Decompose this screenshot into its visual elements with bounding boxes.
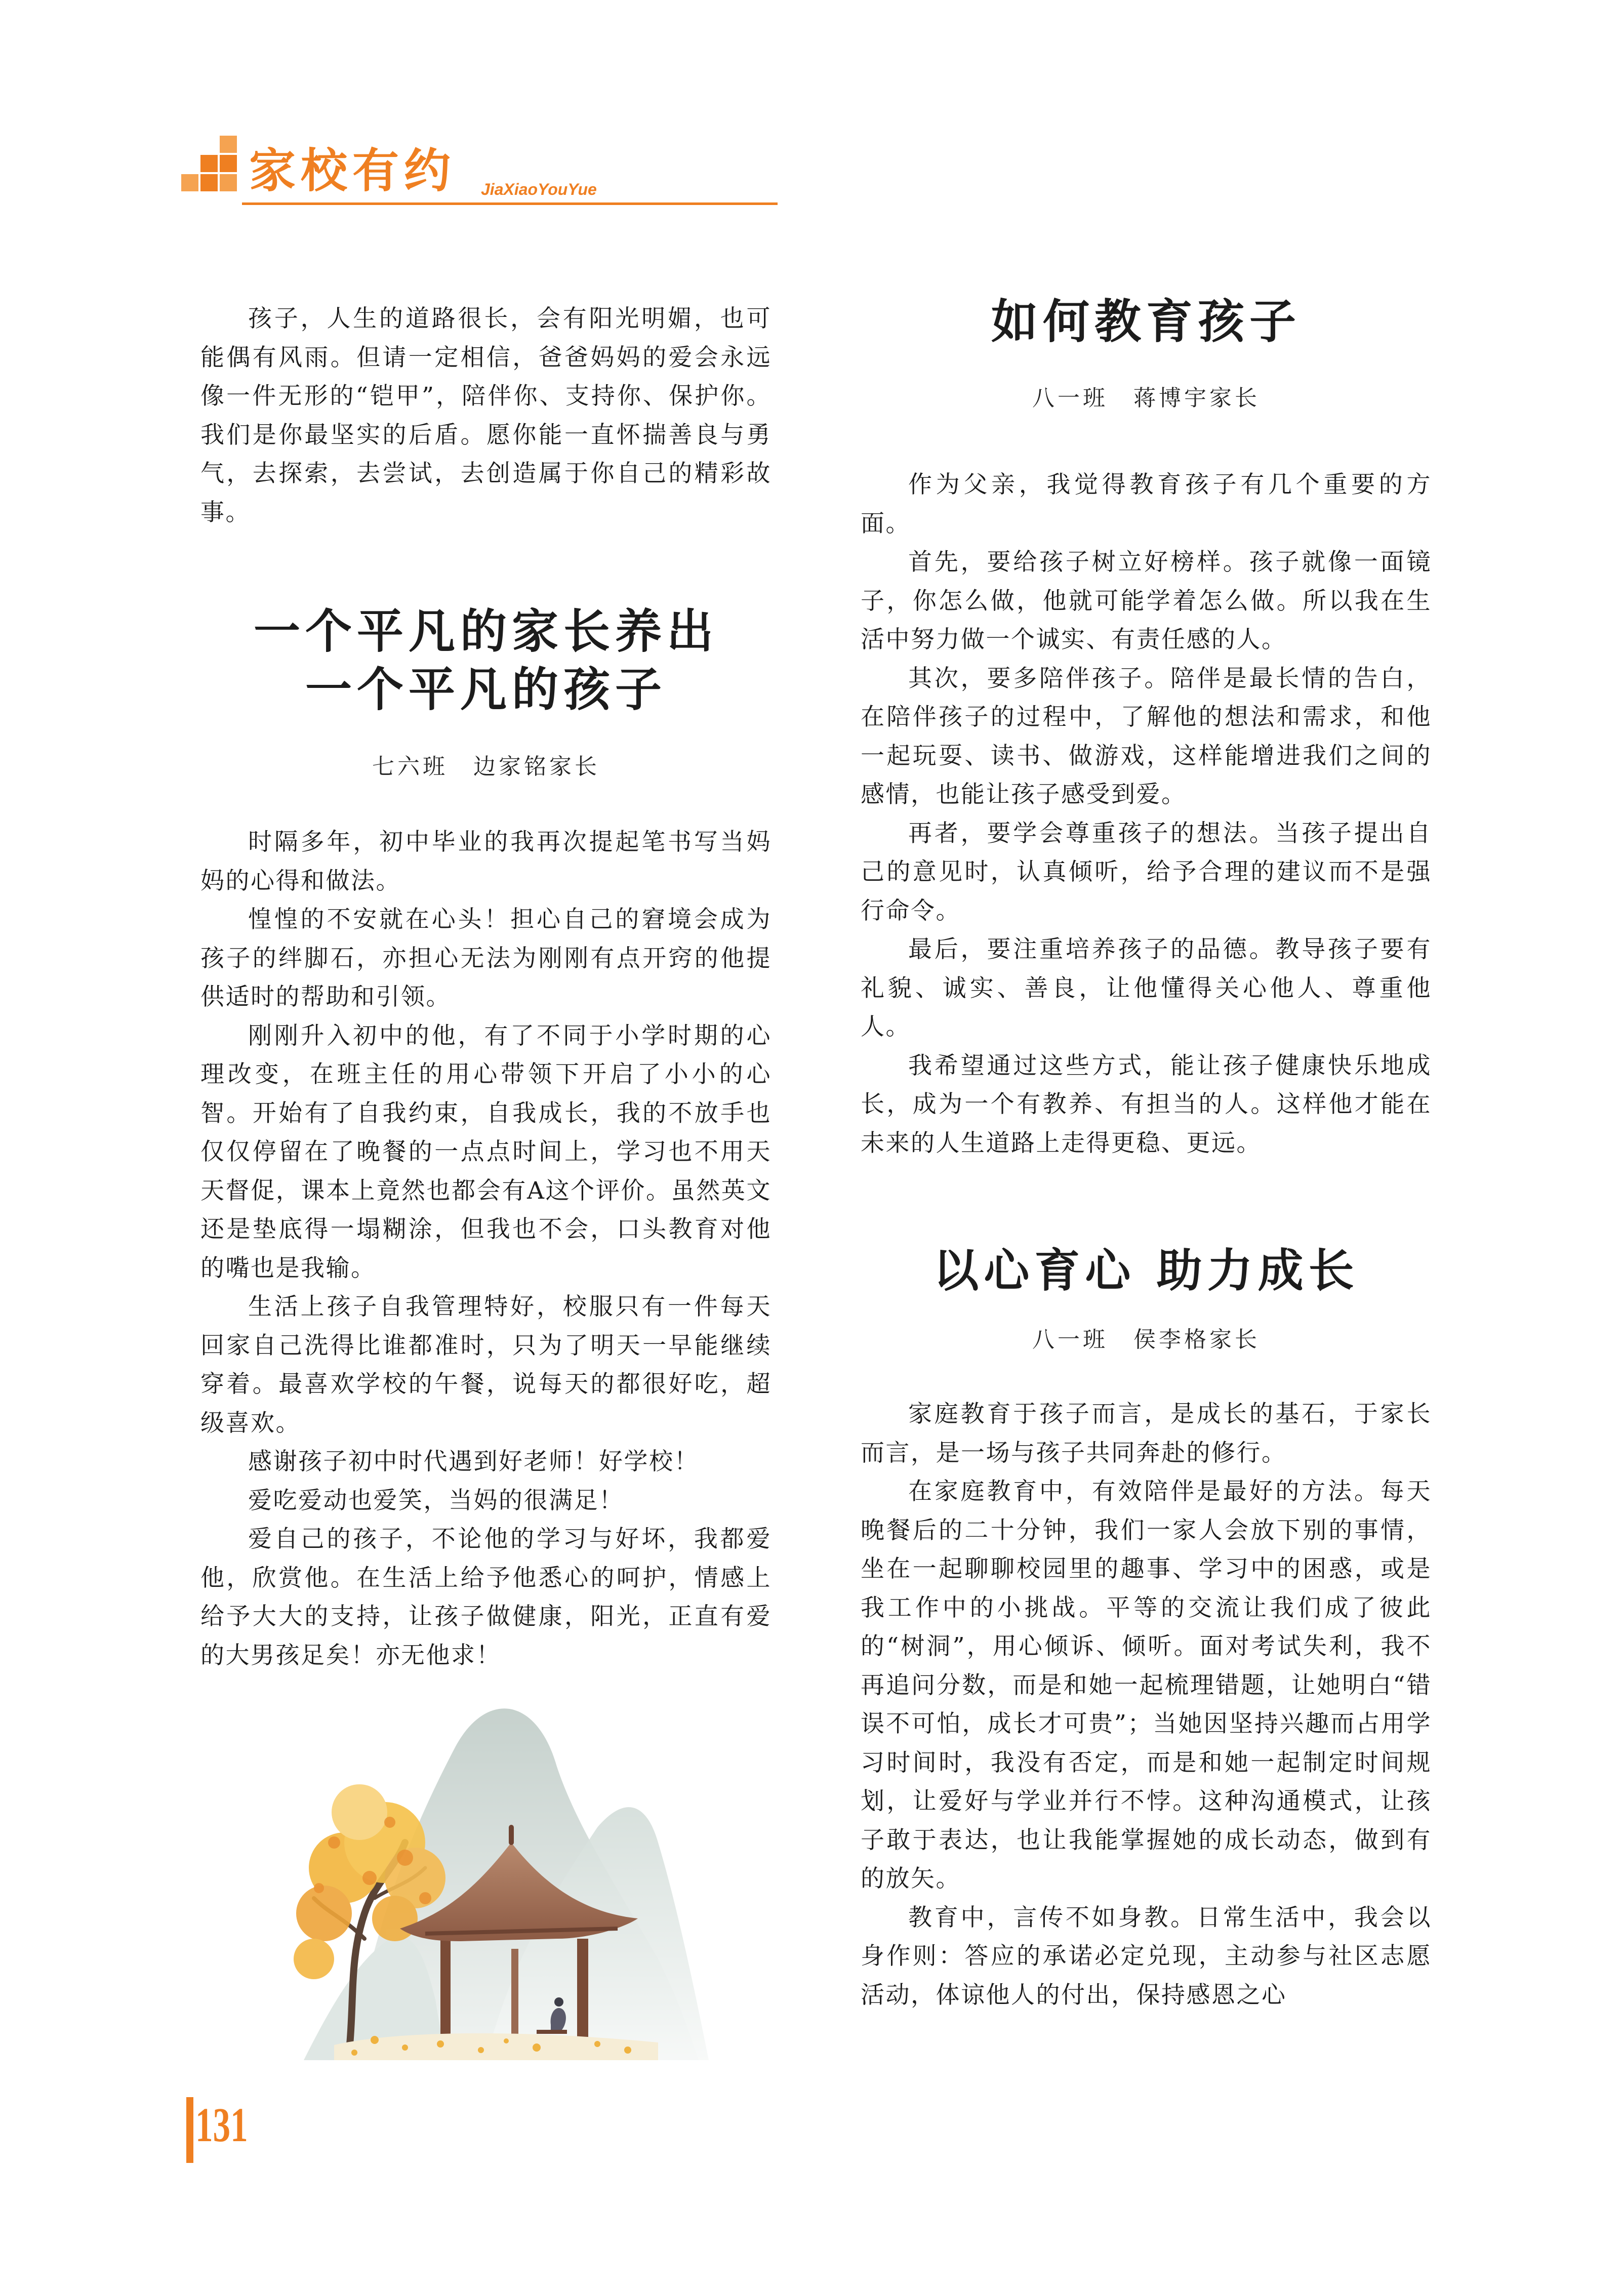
logo-square <box>200 174 218 191</box>
article-title-line: 一个平凡的孩子 <box>305 662 667 717</box>
paragraph: 惶惶的不安就在心头！担心自己的窘境会成为孩子的绊脚石，亦担心无法为刚刚有点开窍的他提供适时的帮助和引领。 <box>200 906 772 1011</box>
article-body <box>861 466 1432 1163</box>
paragraph: 其次，要多陪伴孩子。陪伴是最长情的告白，在陪伴孩子的过程中，了解他的想法和需求，和他一起玩耍、读书、做游戏，这样能增进我们之间的感情，也能让孩子感受到爱。 <box>861 664 1432 808</box>
article-body <box>200 823 772 1675</box>
article-title <box>200 602 772 719</box>
logo-square <box>220 136 237 153</box>
paragraph: 再者，要学会尊重孩子的想法。当孩子提出自己的意见时，认真倾听，给予合理的建议而不是强行命令。 <box>861 819 1432 925</box>
article-body <box>861 1395 1432 2015</box>
logo-square <box>220 155 237 172</box>
paragraph: 在家庭教育中，有效陪伴是最好的方法。每天晚餐后的二十分钟，我们一家人会放下别的事情，坐在一起聊聊校园里的趣事、学习中的困惑，或是我工作中的小挑战。平等的交流让我们成了彼此的“树洞”，用心倾诉、倾听。面对考试失利，我不再追问分数，而是和她一起梳理错题，让她明白“错误不可怕，成长才可贵”；当她因坚持兴趣而占用学习时间时，我没有否定，而是和她一起制定时间规划，让爱好与学业并行不悖。这种沟通模式，让孩子敢于表达，也让我能掌握她的成长动态，做到有的放矢。 <box>861 1478 1432 1893</box>
pavilion-illustration <box>273 1675 729 2060</box>
section-title: 家校有约 <box>249 144 456 198</box>
page-number: 131 <box>195 2098 248 2152</box>
paragraph: 我希望通过这些方式，能让孩子健康快乐地成长，成为一个有教养、有担当的人。这样他才能在未来的人生道路上走得更稳、更远。 <box>861 1051 1432 1157</box>
article-title: 以心育心 助力成长 <box>933 1244 1359 1297</box>
logo-square <box>200 155 218 172</box>
header-rule <box>242 202 778 205</box>
logo-square <box>181 174 198 191</box>
article-title: 如何教育孩子 <box>991 294 1301 349</box>
page-number-bar <box>186 2097 193 2163</box>
section-pinyin: JiaXiaoYouYue <box>481 180 597 198</box>
article-byline: 八一班 侯李格家长 <box>1032 1327 1260 1353</box>
paragraph: 刚刚升入初中的他，有了不同于小学时期的心理改变，在班主任的用心带领下开启了小小的心智。开始有了自我约束，自我成长，我的不放手也仅仅停留在了晚餐的一点点时间上，学习也不用天天督促，课本上竟然也都会有A这个评价。虽然英文还是垫底得一塌糊涂，但我也不会，口头教育对他的嘴也是我输。 <box>200 1021 772 1282</box>
intro-text <box>200 300 772 532</box>
paragraph: 首先，要给孩子树立好榜样。孩子就像一面镜子，你怎么做，他就可能学着怎么做。所以我在生活中努力做一个诚实、有责任感的人。 <box>861 548 1432 653</box>
paragraph: 家庭教育于孩子而言，是成长的基石，于家长而言，是一场与孩子共同奔赴的修行。 <box>861 1400 1432 1467</box>
paragraph: 爱自己的孩子，不论他的学习与好坏，我都爱他，欣赏他。在生活上给予他悉心的呵护，情感上给予大大的支持，让孩子做健康，阳光，正直有爱的大男孩足矣！亦无他求！ <box>200 1525 772 1669</box>
paragraph: 最后，要注重培养孩子的品德。教导孩子要有礼貌、诚实、善良，让他懂得关心他人、尊重他人。 <box>861 935 1432 1041</box>
article-byline: 八一班 蒋博宇家长 <box>1032 385 1260 411</box>
article-byline: 七六班 边家铭家长 <box>372 754 600 780</box>
paragraph: 孩子，人生的道路很长，会有阳光明媚，也可能偶有风雨。但请一定相信，爸爸妈妈的爱会永远像一件无形的“铠甲”，陪伴你、支持你、保护你。我们是你最坚实的后盾。愿你能一直怀揣善良与勇气，去探索，去尝试，去创造属于你自己的精彩故事。 <box>200 305 772 526</box>
paragraph: 时隔多年，初中毕业的我再次提起笔书写当妈妈的心得和做法。 <box>200 828 772 895</box>
paragraph: 教育中，言传不如身教。日常生活中，我会以身作则：答应的承诺必定兑现，主动参与社区志愿活动，体谅他人的付出，保持感恩之心 <box>861 1903 1432 2009</box>
article-title-line: 一个平凡的家长养出 <box>253 604 718 659</box>
logo-square <box>220 174 237 191</box>
paragraph: 感谢孩子初中时代遇到好老师！好学校！ <box>248 1448 699 1476</box>
paragraph: 爱吃爱动也爱笑，当妈的很满足！ <box>248 1486 624 1515</box>
paragraph: 生活上孩子自我管理特好，校服只有一件每天回家自己洗得比谁都准时，只为了明天一早能继续穿着。最喜欢学校的午餐，说每天的都很好吃，超级喜欢。 <box>200 1293 772 1437</box>
paragraph: 作为父亲，我觉得教育孩子有几个重要的方面。 <box>861 471 1432 538</box>
